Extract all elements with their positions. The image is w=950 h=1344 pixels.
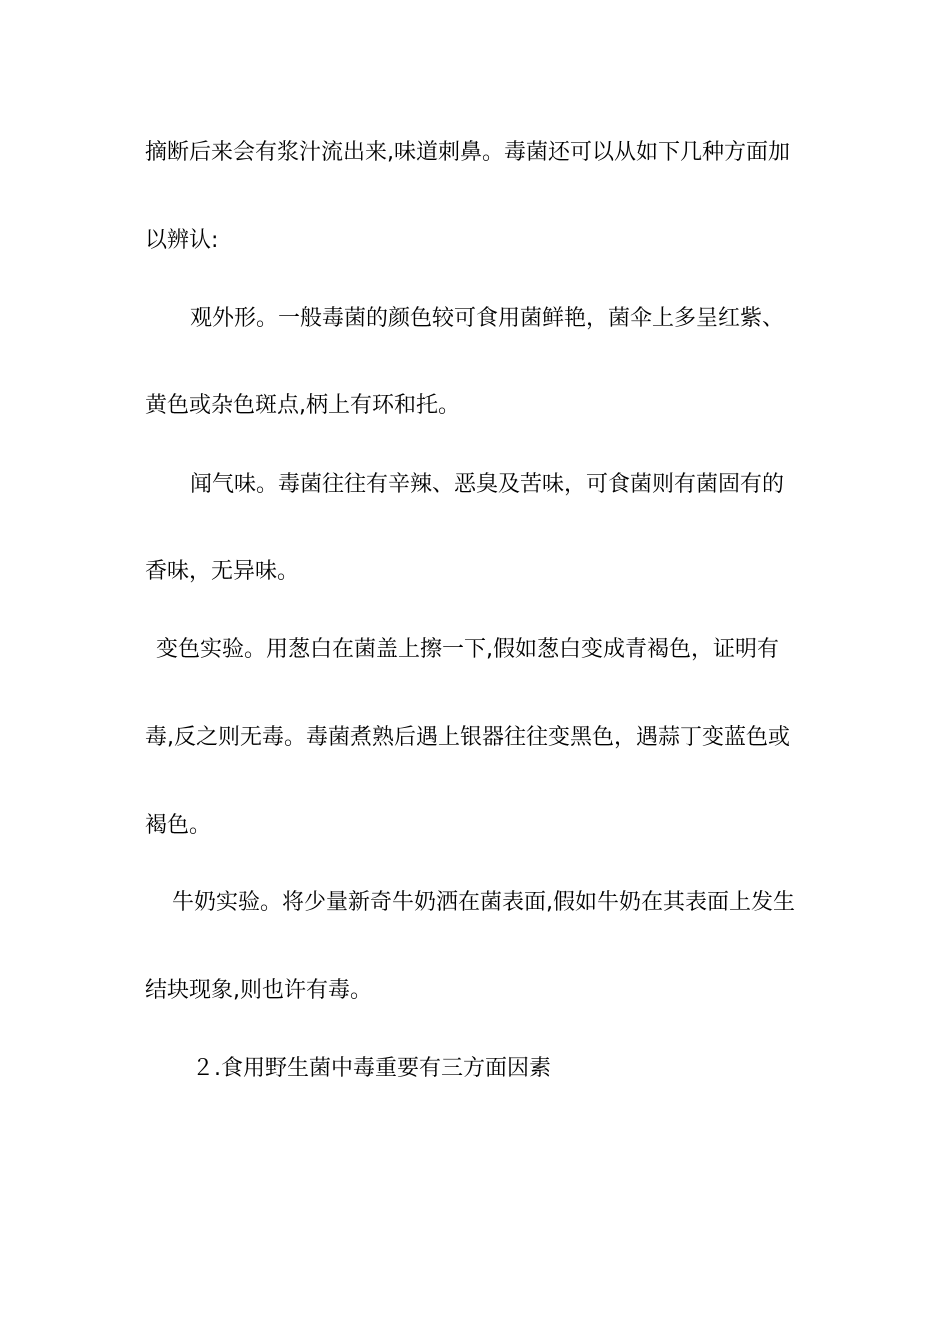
paragraph-line-4: 黄色或杂色斑点,柄上有环和托。 (145, 393, 460, 418)
paragraph-line-1: 摘断后来会有浆汁流出来,味道刺鼻。毒菌还可以从如下几种方面加 (145, 140, 790, 165)
paragraph-line-8: 毒,反之则无毒。毒菌煮熟后遇上银器往往变黑色，遇蒜丁变蓝色或 (145, 725, 790, 750)
paragraph-line-7: 变色实验。用葱白在菌盖上擦一下,假如葱白变成青褐色，证明有 (156, 637, 779, 662)
paragraph-line-10: 牛奶实验。将少量新奇牛奶洒在菌表面,假如牛奶在其表面上发生 (172, 890, 795, 915)
paragraph-line-9: 褐色。 (145, 813, 212, 838)
paragraph-line-3: 观外形。一般毒菌的颜色较可食用菌鲜艳，菌伞上多呈红紫、 (190, 306, 785, 331)
paragraph-line-2: 以辨认: (145, 228, 219, 253)
section-heading: ２.食用野生菌中毒重要有三方面因素 (192, 1056, 551, 1081)
paragraph-line-11: 结块现象,则也许有毒。 (145, 978, 372, 1003)
paragraph-line-6: 香味，无异味。 (145, 559, 300, 584)
paragraph-line-5: 闻气味。毒菌往往有辛辣、恶臭及苦味，可食菌则有菌固有的 (190, 472, 785, 497)
